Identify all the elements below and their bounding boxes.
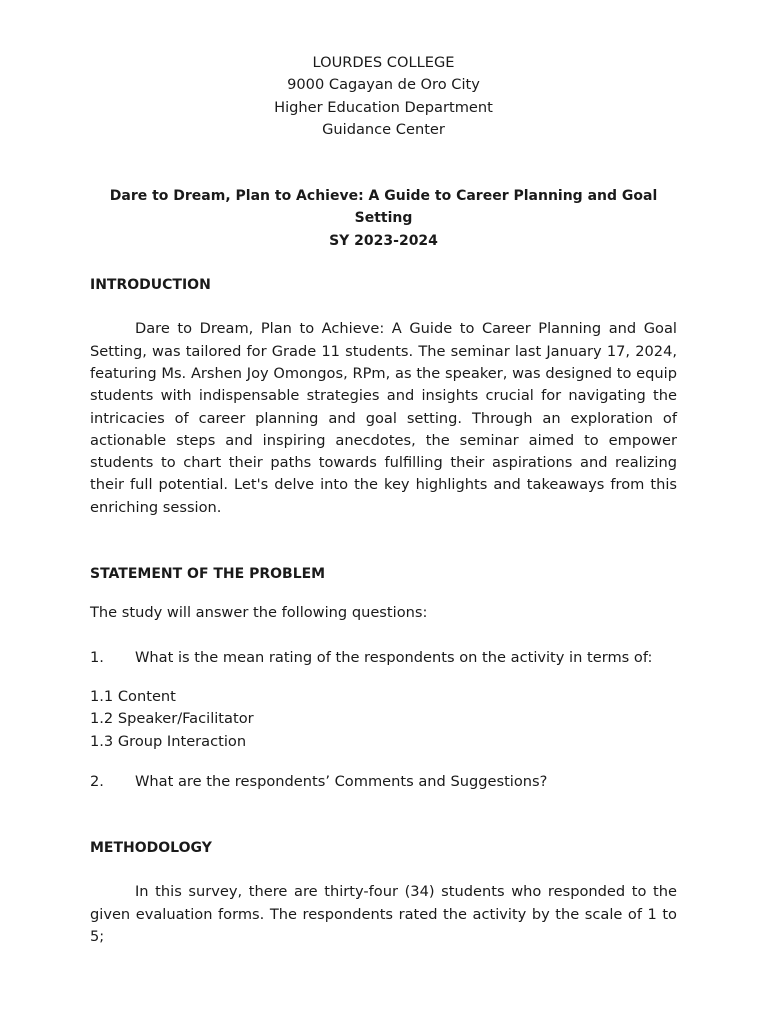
- introduction-heading: INTRODUCTION: [90, 277, 211, 294]
- question-2-number: 2.: [90, 772, 104, 790]
- institution-name: LOURDES COLLEGE: [312, 54, 455, 71]
- office-name: Guidance Center: [322, 120, 445, 138]
- sub-item-content: 1.1 Content: [90, 687, 176, 705]
- question-1-text: What is the mean rating of the respondents on the activity in terms of:: [135, 648, 653, 666]
- document-title: [90, 185, 677, 252]
- institution-address: 9000 Cagayan de Oro City: [287, 76, 480, 94]
- question-2-text: What are the respondents’ Comments and Suggestions?: [135, 772, 548, 790]
- question-1-number: 1.: [90, 648, 104, 666]
- department-name: Higher Education Department: [274, 98, 493, 116]
- question-1-sub-list: [90, 686, 677, 753]
- document-page: [90, 52, 677, 948]
- methodology-heading: METHODOLOGY: [90, 840, 212, 857]
- letterhead: [90, 52, 677, 141]
- problem-intro: The study will answer the following questions:: [90, 604, 428, 622]
- introduction-paragraph: Dare to Dream, Plan to Achieve: A Guide to Career Planning and Goal Setting, was tailored for Grade 11 students. The seminar last January 17, 2024, featuring Ms. Arshen Joy Omongos, RPm, as the speaker, was designed to equip students with indispensable strategies and insights crucial for navigating the intricacies of career planning and goal setting. Through an exploration of actionable steps and inspiring anecdotes, the seminar aimed to empower students to chart their paths towards fulfilling their aspirations and realizing their full potential. Let's delve into the key highlights and takeaways from this enriching session.: [90, 320, 677, 516]
- document-title-main: Dare to Dream, Plan to Achieve: A Guide to Career Planning and Goal Setting: [109, 188, 658, 227]
- question-2: [90, 771, 677, 793]
- sub-item-speaker: 1.2 Speaker/Facilitator: [90, 710, 254, 728]
- methodology-paragraph: In this survey, there are thirty-four (34) students who responded to the given evaluation forms. The respondents rated the activity by the scale of 1 to 5;: [90, 883, 677, 946]
- problem-heading: STATEMENT OF THE PROBLEM: [90, 566, 326, 583]
- sub-item-group-interaction: 1.3 Group Interaction: [90, 732, 247, 750]
- school-year: SY 2023-2024: [329, 232, 438, 249]
- question-1: [90, 647, 677, 669]
